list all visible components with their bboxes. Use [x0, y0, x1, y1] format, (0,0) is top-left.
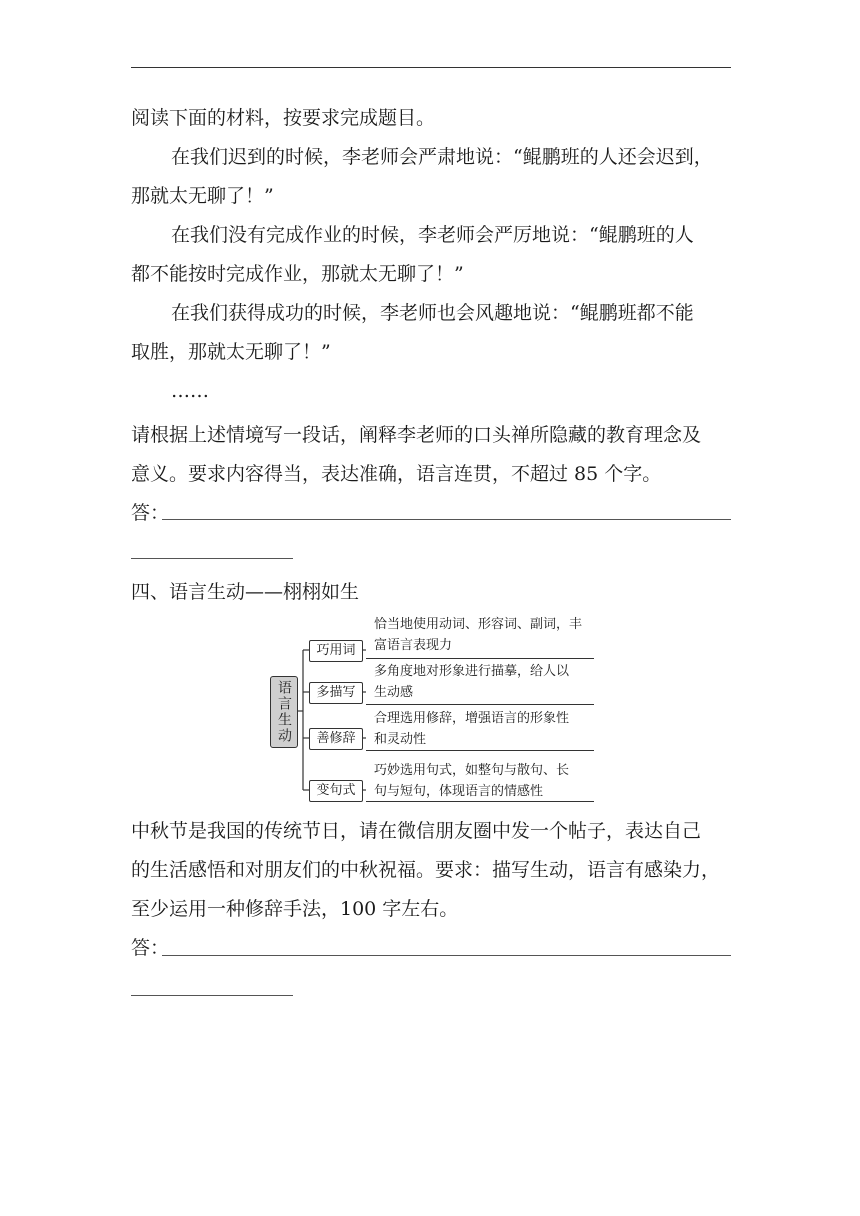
- writing-task-line-1: 中秋节是我国的传统节日，请在微信朋友圈中发一个帖子，表达自己: [131, 820, 702, 842]
- section-title: 四、语言生动——栩栩如生: [131, 581, 360, 603]
- diagram-desc-description-line-2: 生动感: [374, 685, 414, 700]
- diagram-desc-word-choice-line-1: 恰当地使用动词、形容词、副词，丰: [374, 617, 583, 632]
- answer-line: [162, 955, 731, 956]
- diagram-desc-word-choice-line-2: 富语言表现力: [374, 638, 453, 653]
- material-para-1-line-1: 在我们迟到的时候，李老师会严肃地说：“鲲鹏班的人还会迟到，: [171, 146, 713, 168]
- answer-line-continuation: [131, 995, 293, 996]
- material-para-3-line-1: 在我们获得成功的时候，李老师也会风趣地说：“鲲鹏班都不能: [171, 302, 694, 324]
- diagram-desc-rhetoric-line-2: 和灵动性: [374, 732, 427, 747]
- diagram-node-rhetoric: 善修辞: [309, 728, 363, 750]
- writing-task-line-2: 的生活感悟和对朋友们的中秋祝福。要求：描写生动，语言有感染力，: [131, 859, 721, 881]
- diagram-desc-rule: [366, 801, 594, 802]
- diagram-desc-rule: [366, 658, 594, 659]
- material-para-2-line-2: 都不能按时完成作业，那就太无聊了！”: [131, 263, 464, 285]
- diagram-root-node: [270, 676, 298, 748]
- diagram-desc-rule: [366, 704, 594, 705]
- material-para-3-line-2: 取胜，那就太无聊了！”: [131, 341, 331, 363]
- diagram-desc-rhetoric-line-1: 合理选用修辞，增强语言的形象性: [374, 711, 570, 726]
- diagram-desc-rule: [366, 750, 594, 751]
- diagram-desc-description-line-1: 多角度地对形象进行描摹，给人以: [374, 664, 570, 679]
- task-text-line-1: 请根据上述情境写一段话，阐释李老师的口头禅所隐藏的教育理念及: [131, 424, 702, 446]
- answer-label: 答：: [131, 502, 170, 524]
- material-para-2-line-1: 在我们没有完成作业的时候，李老师会严厉地说：“鲲鹏班的人: [171, 224, 694, 246]
- diagram-desc-sentence-patterns-line-1: 巧妙选用句式，如整句与散句、长: [374, 763, 570, 778]
- instruction-text: 阅读下面的材料，按要求完成题目。: [131, 107, 436, 129]
- answer-label: 答：: [131, 937, 170, 959]
- writing-task-line-3: 至少运用一种修辞手法，100 字左右。: [131, 898, 459, 920]
- diagram-root-label: 语言生动: [276, 680, 292, 744]
- diagram-node-word-choice: 巧用词: [309, 640, 363, 662]
- diagram-node-sentence-patterns: 变句式: [309, 780, 363, 802]
- diagram-node-description: 多描写: [309, 682, 363, 704]
- task-text-line-2: 意义。要求内容得当，表达准确，语言连贯，不超过 85 个字。: [131, 463, 662, 485]
- diagram-desc-sentence-patterns-line-2: 句与短句，体现语言的情感性: [374, 784, 544, 799]
- material-para-1-line-2: 那就太无聊了！”: [131, 185, 274, 207]
- material-ellipsis: ……: [171, 380, 209, 402]
